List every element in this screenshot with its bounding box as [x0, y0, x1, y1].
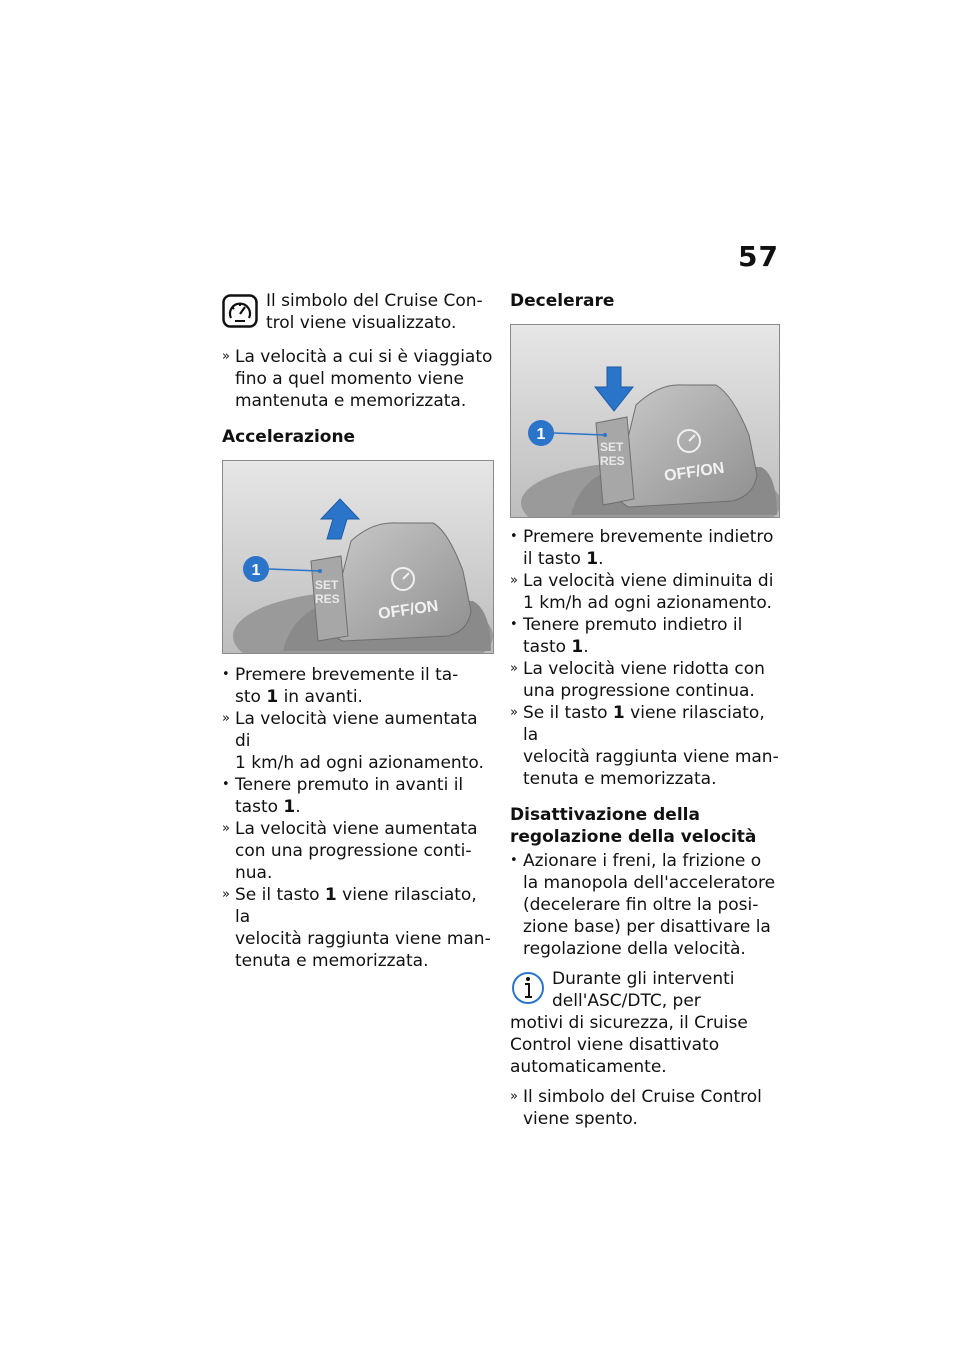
result-item: » Il simbolo del Cruise Control viene spento. [510, 1087, 762, 1129]
acceleration-steps [222, 664, 494, 972]
switch-label-offon: OFF/ON [663, 459, 726, 485]
right-column [510, 290, 780, 1130]
section-heading-deactivation: Disattivazione della regolazione della velocità [510, 805, 757, 847]
cruise-control-icon [222, 294, 258, 328]
section-heading-deceleration: Decelerare [510, 291, 615, 311]
result-item: » La velocità viene aumentata di 1 km/h ad ogni azionamento. [222, 709, 484, 773]
callout-number: 1 [536, 426, 546, 443]
step-item: • Tenere premuto in avanti il tasto 1. [222, 775, 464, 817]
button-label-set: SET [600, 440, 624, 454]
step-item: • Tenere premuto indietro il tasto 1. [510, 615, 743, 657]
button-label-res: RES [600, 454, 625, 468]
button-label-set: SET [315, 578, 339, 592]
left-column [222, 290, 494, 972]
result-item: » La velocità viene ridotta con una progressione continua. [510, 659, 765, 701]
step-item: • Premere brevemente indietro il tasto 1. [510, 527, 774, 569]
info-icon [510, 968, 546, 1008]
info-note: Durante gli interventi dell'ASC/DTC, per [510, 968, 780, 1012]
section-heading-acceleration: Accelerazione [222, 427, 356, 447]
cruise-symbol-row [222, 290, 494, 334]
result-item: » La velocità viene aumentata con una progressione conti- nua. [222, 819, 478, 883]
callout-number: 1 [251, 562, 261, 579]
result-item: » La velocità viene diminuita di 1 km/h ad ogni azionamento. [510, 571, 774, 613]
step-item: • Premere brevemente il ta- sto 1 in avanti. [222, 665, 459, 707]
result-item: » Se il tasto 1 viene rilasciato, la velocità raggiunta viene man- tenuta e memorizzata. [222, 885, 491, 971]
result-item: » La velocità a cui si è viaggiato fino a quel momento viene mantenuta e memorizzata. [222, 347, 493, 411]
button-label-res: RES [315, 592, 340, 606]
deceleration-figure [510, 324, 780, 518]
result-item: » Se il tasto 1 viene rilasciato, la velocità raggiunta viene man- tenuta e memorizzata. [510, 703, 779, 789]
deceleration-steps [510, 526, 780, 790]
step-item: • Azionare i freni, la frizione o la manopola dell'acceleratore (decelerare fin oltre la posi- zione base) per disattivare la regolazione della velocità. [510, 851, 776, 959]
switch-illustration [511, 325, 779, 517]
switch-illustration [223, 461, 493, 653]
acceleration-figure [222, 460, 494, 654]
info-note-text: motivi di sicurezza, il Cruise Control viene disattivato automaticamente. [510, 1013, 748, 1077]
symbol-text: Il simbolo del Cruise Con- trol viene visualizzato. [266, 291, 483, 333]
page-number: 57 [738, 240, 779, 273]
switch-label-offon: OFF/ON [377, 597, 440, 623]
